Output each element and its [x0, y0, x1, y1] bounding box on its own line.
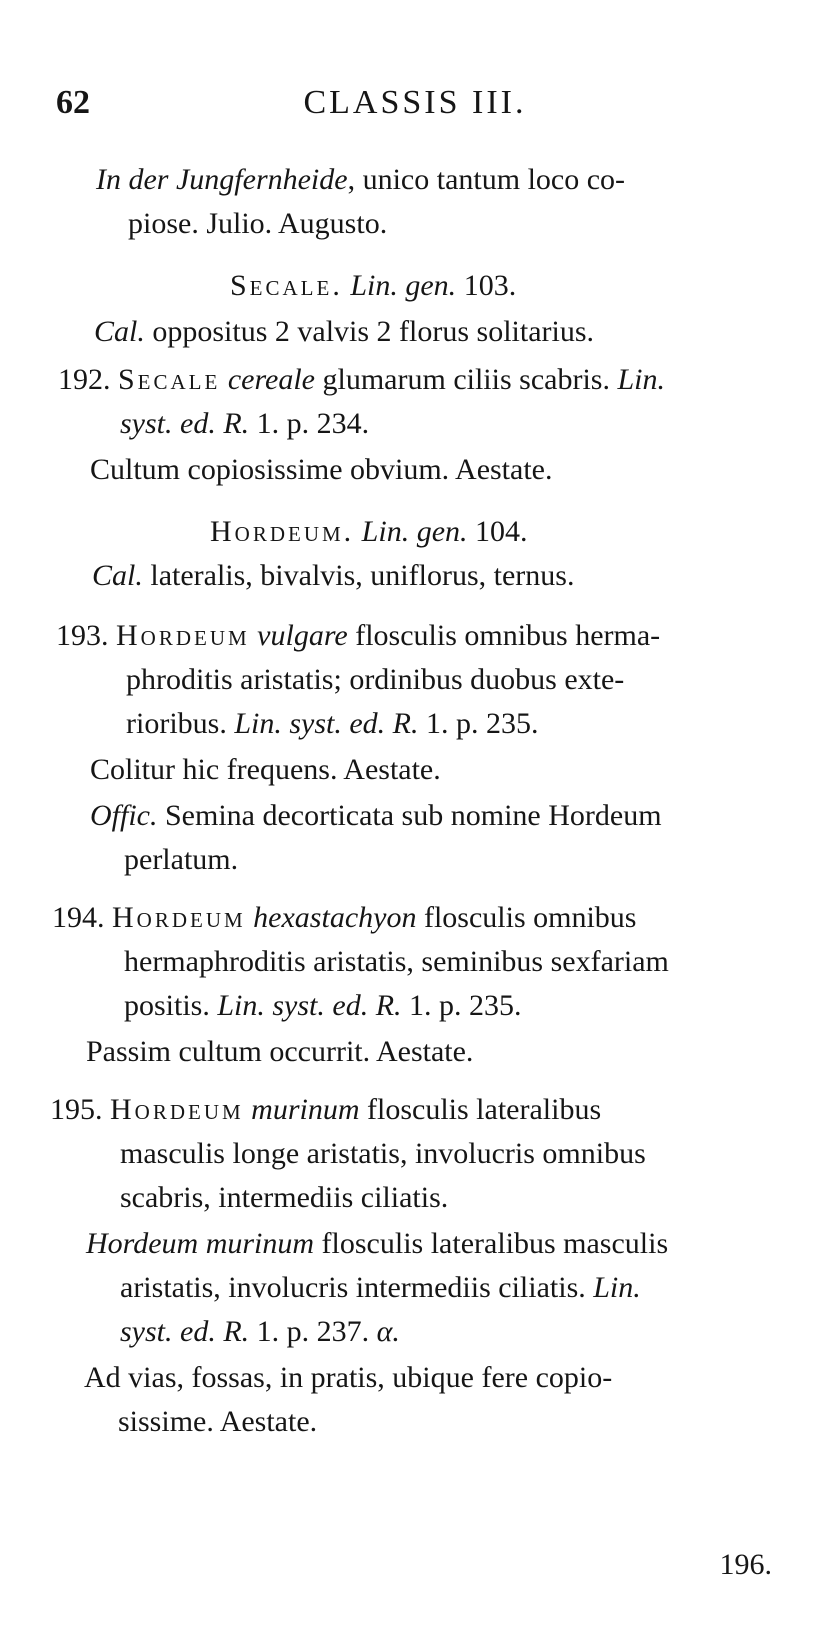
reference-work: syst. ed. R. [120, 1315, 250, 1348]
calyx-text: oppositus 2 valvis 2 florus solitarius. [152, 315, 595, 348]
variety-marker: α. [376, 1315, 400, 1348]
intro-line-1 [96, 160, 625, 200]
species-192-line-2 [120, 404, 369, 444]
calyx-line-secale [94, 312, 594, 352]
reference-page: 1. p. 234. [256, 407, 370, 440]
genus-reference-number: 103. [463, 269, 517, 302]
species-number: 192. [58, 363, 111, 396]
synonym-description: aristatis, involucris intermediis ciliatis. [120, 1271, 586, 1304]
species-195-line-1 [50, 1090, 601, 1130]
species-195-synonym-line-2 [120, 1268, 641, 1308]
species-195-habitat-line-2: sissime. Aestate. [118, 1405, 318, 1438]
species-description: positis. [124, 989, 210, 1022]
species-description: rioribus. [126, 707, 227, 740]
species-195-synonym-line-3 [120, 1312, 400, 1352]
species-194-line-3 [124, 986, 522, 1026]
calyx-line-hordeum [92, 556, 574, 596]
species-genus: Hordeum [112, 901, 246, 934]
intro-line-2: piose. Julio. Augusto. [128, 207, 388, 240]
species-epithet: murinum [251, 1093, 360, 1126]
species-195-habitat-line-1: Ad vias, fossas, in pratis, ubique fere copio- [84, 1361, 613, 1394]
species-reference: Lin. [617, 363, 665, 396]
genus-reference: Lin. gen. [361, 515, 468, 548]
calyx-label: Cal. [92, 559, 143, 592]
genus-name: Hordeum. [210, 515, 355, 548]
species-195-synonym-line-1 [86, 1224, 668, 1264]
species-193-officinal-line-2: perlatum. [124, 843, 239, 876]
page-header [56, 84, 774, 128]
species-194-line-2: hermaphroditis aristatis, seminibus sexfariam [124, 945, 669, 978]
species-epithet: cereale [227, 363, 316, 396]
species-195-line-3: scabris, intermediis ciliatis. [120, 1181, 449, 1214]
reference-page: 1. p. 235. [426, 707, 539, 740]
genus-name: Secale. [230, 269, 343, 302]
species-193-officinal [90, 796, 662, 836]
reference-page: 1. p. 235. [409, 989, 522, 1022]
species-193-line-1 [56, 616, 660, 656]
reference-page: 1. p. 237. [256, 1315, 370, 1348]
species-description: glumarum ciliis scabris. [322, 363, 610, 396]
catchword: 196. [719, 1548, 772, 1581]
genus-heading-secale [230, 266, 516, 306]
species-number: 194. [52, 901, 105, 934]
species-193-line-2: phroditis aristatis; ordinibus duobus exte- [126, 663, 625, 696]
reference-author: Lin. [593, 1271, 641, 1304]
reference-work: syst. ed. R. [120, 407, 250, 440]
synonym-name: Hordeum murinum [86, 1227, 315, 1260]
species-genus: Hordeum [116, 619, 250, 652]
reference-work: Lin. syst. ed. R. [217, 989, 402, 1022]
officinal-label: Offic. [90, 799, 158, 832]
species-192-line-1 [58, 360, 665, 400]
species-194-habitat: Passim cultum occurrit. Aestate. [86, 1035, 474, 1068]
species-192-habitat: Cultum copiosissime obvium. Aestate. [90, 453, 553, 486]
calyx-text: lateralis, bivalvis, uniflorus, ternus. [150, 559, 575, 592]
genus-reference: Lin. gen. [350, 269, 457, 302]
species-195-line-2: masculis longe aristatis, involucris omnibus [120, 1137, 646, 1170]
calyx-label: Cal. [94, 315, 145, 348]
species-epithet: hexastachyon [253, 901, 417, 934]
species-description: flosculis omnibus [423, 901, 637, 934]
genus-reference-number: 104. [475, 515, 528, 548]
species-number: 193. [56, 619, 109, 652]
species-genus: Secale [118, 363, 221, 396]
species-genus: Hordeum [110, 1093, 244, 1126]
species-description: flosculis omnibus herma- [355, 619, 661, 652]
page-number: 62 [56, 84, 90, 121]
species-193-line-3 [126, 704, 539, 744]
species-epithet: vulgare [257, 619, 348, 652]
intro-text: , unico tantum loco co- [347, 163, 626, 196]
genus-heading-hordeum [210, 512, 528, 552]
species-193-habitat: Colitur hic frequens. Aestate. [90, 753, 441, 786]
locality: In der Jungfernheide [96, 163, 348, 196]
species-description: flosculis lateralibus [367, 1093, 602, 1126]
synonym-description: flosculis lateralibus masculis [321, 1227, 669, 1260]
species-194-line-1 [52, 898, 636, 938]
running-title: CLASSIS III. [303, 84, 527, 121]
officinal-text: Semina decorticata sub nomine Hordeum [165, 799, 662, 832]
species-number: 195. [50, 1093, 103, 1126]
reference-work: Lin. syst. ed. R. [234, 707, 419, 740]
